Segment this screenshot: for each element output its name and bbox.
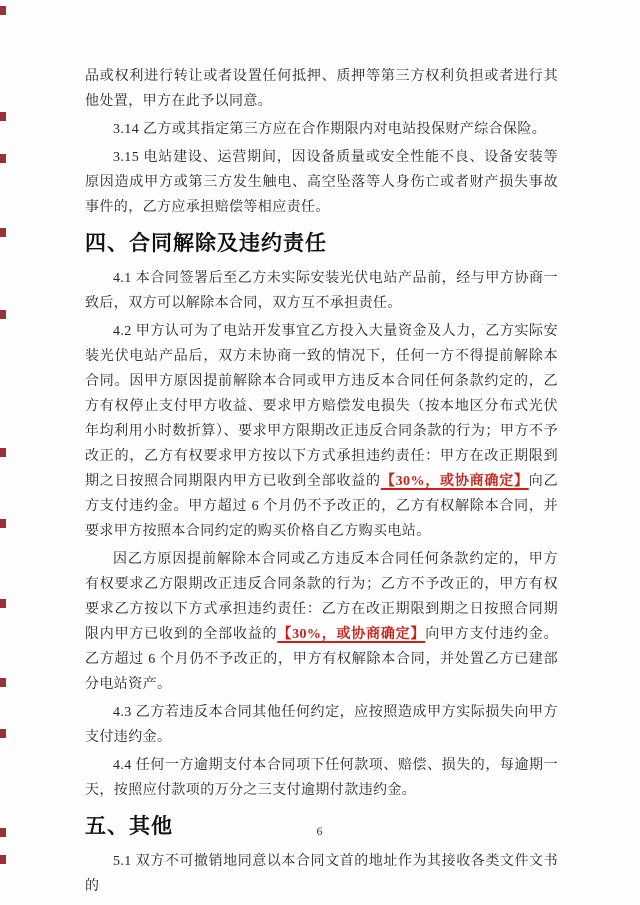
scan-edge-mark — [0, 310, 6, 319]
section-heading: 五、其他 — [85, 815, 173, 838]
scan-edge-mark — [0, 855, 6, 864]
section-heading: 四、合同解除及违约责任 — [85, 232, 327, 255]
clause-text: 5.1 双方不可撤销地同意以本合同文首的地址作为其接收各类文件文书的 — [85, 854, 558, 894]
contract-clause — [85, 64, 558, 114]
clause-text: 向甲方支付违约金。乙方超过 6 个月仍不予改正的，甲方有权解除本合同，并处置乙方已建部分电站资产。 — [85, 627, 558, 692]
clause-text: 4.2 甲方认可为了电站开发事宜乙方投入大量资金及人力，乙方实际安装光伏电站产品后，双方未协商一致的情况下，任何一方不得提前解除本合同。因甲方原因提前解除本合同或甲方违反本合同任何条款约定的，乙方有权停止支付甲方收益、要求甲方赔偿发电损失（按本地区分布式光伏年均利用小时数折算）、要求甲方限期改正违反合同条款的行为；甲方不予改正的，乙方有权要求甲方按以下方式承担违约责任：甲方在改正期限到期之日按照合同期限内甲方已收到全部收益的 — [85, 324, 558, 489]
contract-clause — [85, 319, 558, 544]
clause-text: 4.1 本合同签署后至乙方未实际安装光伏电站产品前，经与甲方协商一致后，双方可以解除本合同，双方互不承担责任。 — [85, 271, 558, 311]
contract-clause — [85, 849, 558, 899]
scan-edge-mark — [0, 599, 6, 608]
scan-edge-mark — [0, 6, 6, 15]
clause-text: 品或权利进行转让或者设置任何抵押、质押等第三方权利负担或者进行其他处置，甲方在此予以同意。 — [85, 69, 558, 109]
contract-clause — [85, 753, 558, 803]
clause-text: 4.3 乙方若违反本合同其他任何约定，应按照造成甲方实际损失向甲方支付违约金。 — [85, 705, 558, 745]
contract-body — [85, 64, 558, 902]
highlighted-amount: 【30%，或协商确定】 — [277, 627, 426, 642]
contract-clause — [85, 547, 558, 697]
scan-edge-mark — [0, 678, 6, 687]
scan-edge-mark — [0, 448, 6, 457]
contract-clause — [85, 266, 558, 316]
scan-edge-mark — [0, 519, 6, 528]
contract-clause — [85, 117, 558, 142]
scan-edge-mark — [0, 729, 6, 738]
scan-edge-mark — [0, 112, 6, 121]
contract-clause — [85, 145, 558, 220]
contract-clause — [85, 700, 558, 750]
scan-edge-mark — [0, 228, 6, 237]
clause-text: 因乙方原因提前解除本合同或乙方违反本合同任何条款约定的，甲方有权要求乙方限期改正违反合同条款的行为；乙方不予改正的，甲方有权要求乙方按以下方式承担违约责任：乙方在改正期限到期之日按照合同期限内甲方已收到的全部收益的 — [85, 552, 558, 642]
highlighted-amount: 【30%，或协商确定】 — [380, 474, 529, 489]
clause-text: 向乙方支付违约金。甲方超过 6 个月仍不予改正的，乙方有权解除本合同，并要求甲方按照本合同约定的购买价格自乙方购买电站。 — [85, 474, 558, 539]
clause-text: 3.14 乙方或其指定第三方应在合作期限内对电站投保财产综合保险。 — [113, 122, 547, 137]
clause-text: 3.15 电站建设、运营期间，因设备质量或安全性能不良、设备安装等原因造成甲方或第三方发生触电、高空坠落等人身伤亡或者财产损失事故事件的，乙方应承担赔偿等相应责任。 — [85, 150, 558, 215]
scan-edge-mark — [0, 154, 6, 163]
clause-text: 4.4 任何一方逾期支付本合同项下任何款项、赔偿、损失的，每逾期一天，按照应付款项的万分之三支付逾期付款违约金。 — [85, 758, 558, 798]
page-number: 6 — [316, 824, 324, 838]
